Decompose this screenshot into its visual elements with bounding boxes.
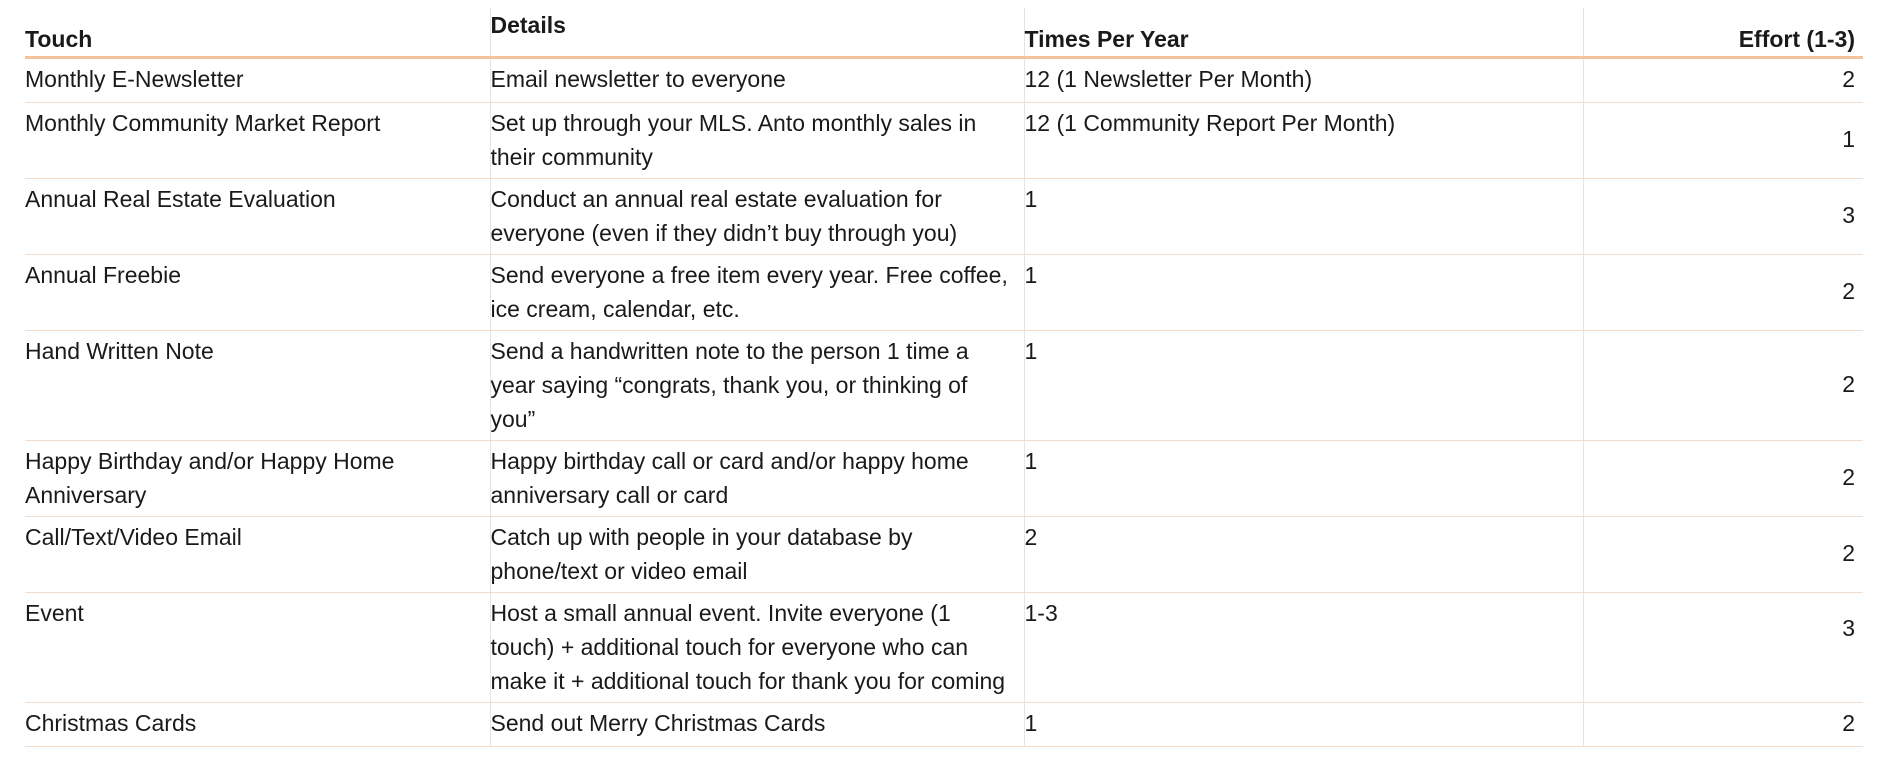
effort-cell: 1 [1583,103,1863,179]
touch-cell: Event [25,593,490,703]
touch-cell: Monthly Community Market Report [25,103,490,179]
times-cell: 12 (1 Newsletter Per Month) [1024,58,1583,103]
touch-cell: Annual Freebie [25,255,490,331]
touch-cell: Christmas Cards [25,703,490,747]
header-times-per-year: Times Per Year [1024,8,1583,58]
times-cell: 2 [1024,517,1583,593]
table-row [25,517,1863,593]
effort-cell: 2 [1583,441,1863,517]
details-cell: Set up through your MLS. Anto monthly sales in their community [490,103,1024,179]
touch-plan-table [25,8,1863,747]
effort-cell: 3 [1583,179,1863,255]
effort-cell: 2 [1583,255,1863,331]
times-cell: 1 [1024,441,1583,517]
table-row [25,179,1863,255]
times-cell: 1 [1024,331,1583,441]
table-row [25,255,1863,331]
touch-cell: Annual Real Estate Evaluation [25,179,490,255]
touch-cell: Hand Written Note [25,331,490,441]
details-cell: Send everyone a free item every year. Free coffee, ice cream, calendar, etc. [490,255,1024,331]
details-cell: Conduct an annual real estate evaluation for everyone (even if they didn’t buy through you) [490,179,1024,255]
times-cell: 12 (1 Community Report Per Month) [1024,103,1583,179]
details-cell: Send a handwritten note to the person 1 time a year saying “congrats, thank you, or thinking of you” [490,331,1024,441]
effort-cell: 2 [1583,58,1863,103]
details-cell: Host a small annual event. Invite everyone (1 touch) + additional touch for everyone who can make it + additional touch for thank you for coming [490,593,1024,703]
table-row [25,703,1863,747]
effort-cell: 3 [1583,593,1863,703]
table-row [25,441,1863,517]
effort-cell: 2 [1583,517,1863,593]
touch-cell: Monthly E-Newsletter [25,58,490,103]
times-cell: 1-3 [1024,593,1583,703]
table-row [25,593,1863,703]
effort-cell: 2 [1583,331,1863,441]
details-cell: Catch up with people in your database by phone/text or video email [490,517,1024,593]
times-cell: 1 [1024,179,1583,255]
header-row [25,8,1863,58]
details-cell: Happy birthday call or card and/or happy home anniversary call or card [490,441,1024,517]
header-touch: Touch [25,8,490,58]
table-row [25,331,1863,441]
table-row [25,103,1863,179]
effort-cell: 2 [1583,703,1863,747]
header-effort: Effort (1-3) [1583,8,1863,58]
touch-cell: Happy Birthday and/or Happy Home Anniversary [25,441,490,517]
touch-cell: Call/Text/Video Email [25,517,490,593]
details-cell: Send out Merry Christmas Cards [490,703,1024,747]
header-details: Details [490,8,1024,58]
touch-plan-sheet [25,8,1863,747]
details-cell: Email newsletter to everyone [490,58,1024,103]
table-row [25,58,1863,103]
times-cell: 1 [1024,703,1583,747]
times-cell: 1 [1024,255,1583,331]
